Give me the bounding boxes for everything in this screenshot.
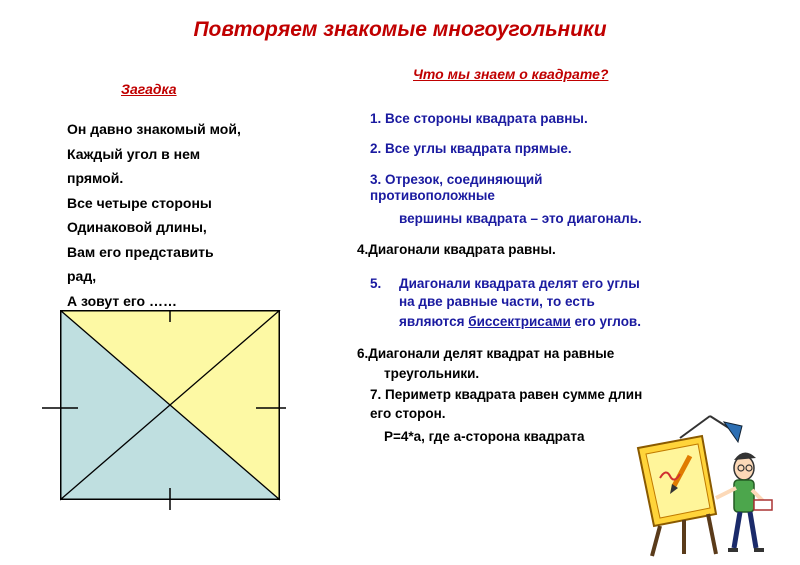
fact-5-line1: Диагонали квадрата делят его углы <box>399 276 640 291</box>
easel-icon <box>638 436 716 556</box>
artist-figure-icon <box>716 452 772 550</box>
fact-3-line1: 3. Отрезок, соединяющий <box>370 172 543 187</box>
fact-7-line2: его сторон. <box>370 406 446 421</box>
fact-5-line3 <box>399 314 641 329</box>
fact-5-number: 5. <box>370 276 382 291</box>
fact-6-line2: треугольники. <box>384 366 480 381</box>
riddle-line: рад, <box>67 268 97 284</box>
riddle-line: прямой. <box>67 170 124 186</box>
riddle-line: Одинаковой длины, <box>67 219 207 235</box>
fact-7-formula: P=4*a, где а-сторона квадрата <box>384 429 585 444</box>
fact-4: 4.Диагонали квадрата равны. <box>357 242 556 257</box>
fact-5-line3-end: его углов. <box>574 314 641 329</box>
page-title: Повторяем знакомые многоугольники <box>193 18 607 41</box>
fact-3-line2: противоположные <box>370 188 495 203</box>
fact-5-line2: на две равные части, то есть <box>399 294 595 309</box>
fact-5-line3-start: являются <box>399 314 465 329</box>
fact-2: 2. Все углы квадрата прямые. <box>370 141 572 156</box>
artist-clipart <box>620 408 780 558</box>
fact-3-line3: вершины квадрата – это диагональ. <box>399 211 642 226</box>
tick-left <box>40 398 80 418</box>
riddle-line: А зовут его …… <box>67 292 177 309</box>
riddle-line: Он давно знакомый мой, <box>67 121 241 137</box>
tick-right <box>254 398 288 418</box>
riddle-line: Каждый угол в нем <box>67 145 201 162</box>
riddle-text <box>67 117 241 313</box>
fact-6-line1: 6.Диагонали делят квадрат на равные <box>357 346 615 361</box>
fact-7-line1: 7. Периметр квадрата равен сумме длин <box>370 387 643 402</box>
bisector-link[interactable]: биссектрисами <box>468 314 571 329</box>
riddle-line: Вам его представить <box>67 243 214 260</box>
riddle-heading: Загадка <box>121 81 177 97</box>
riddle-line: Все четыре стороны <box>67 194 212 211</box>
fact-1: 1. Все стороны квадрата равны. <box>370 111 588 126</box>
facts-heading: Что мы знаем о квадрате? <box>413 66 609 82</box>
